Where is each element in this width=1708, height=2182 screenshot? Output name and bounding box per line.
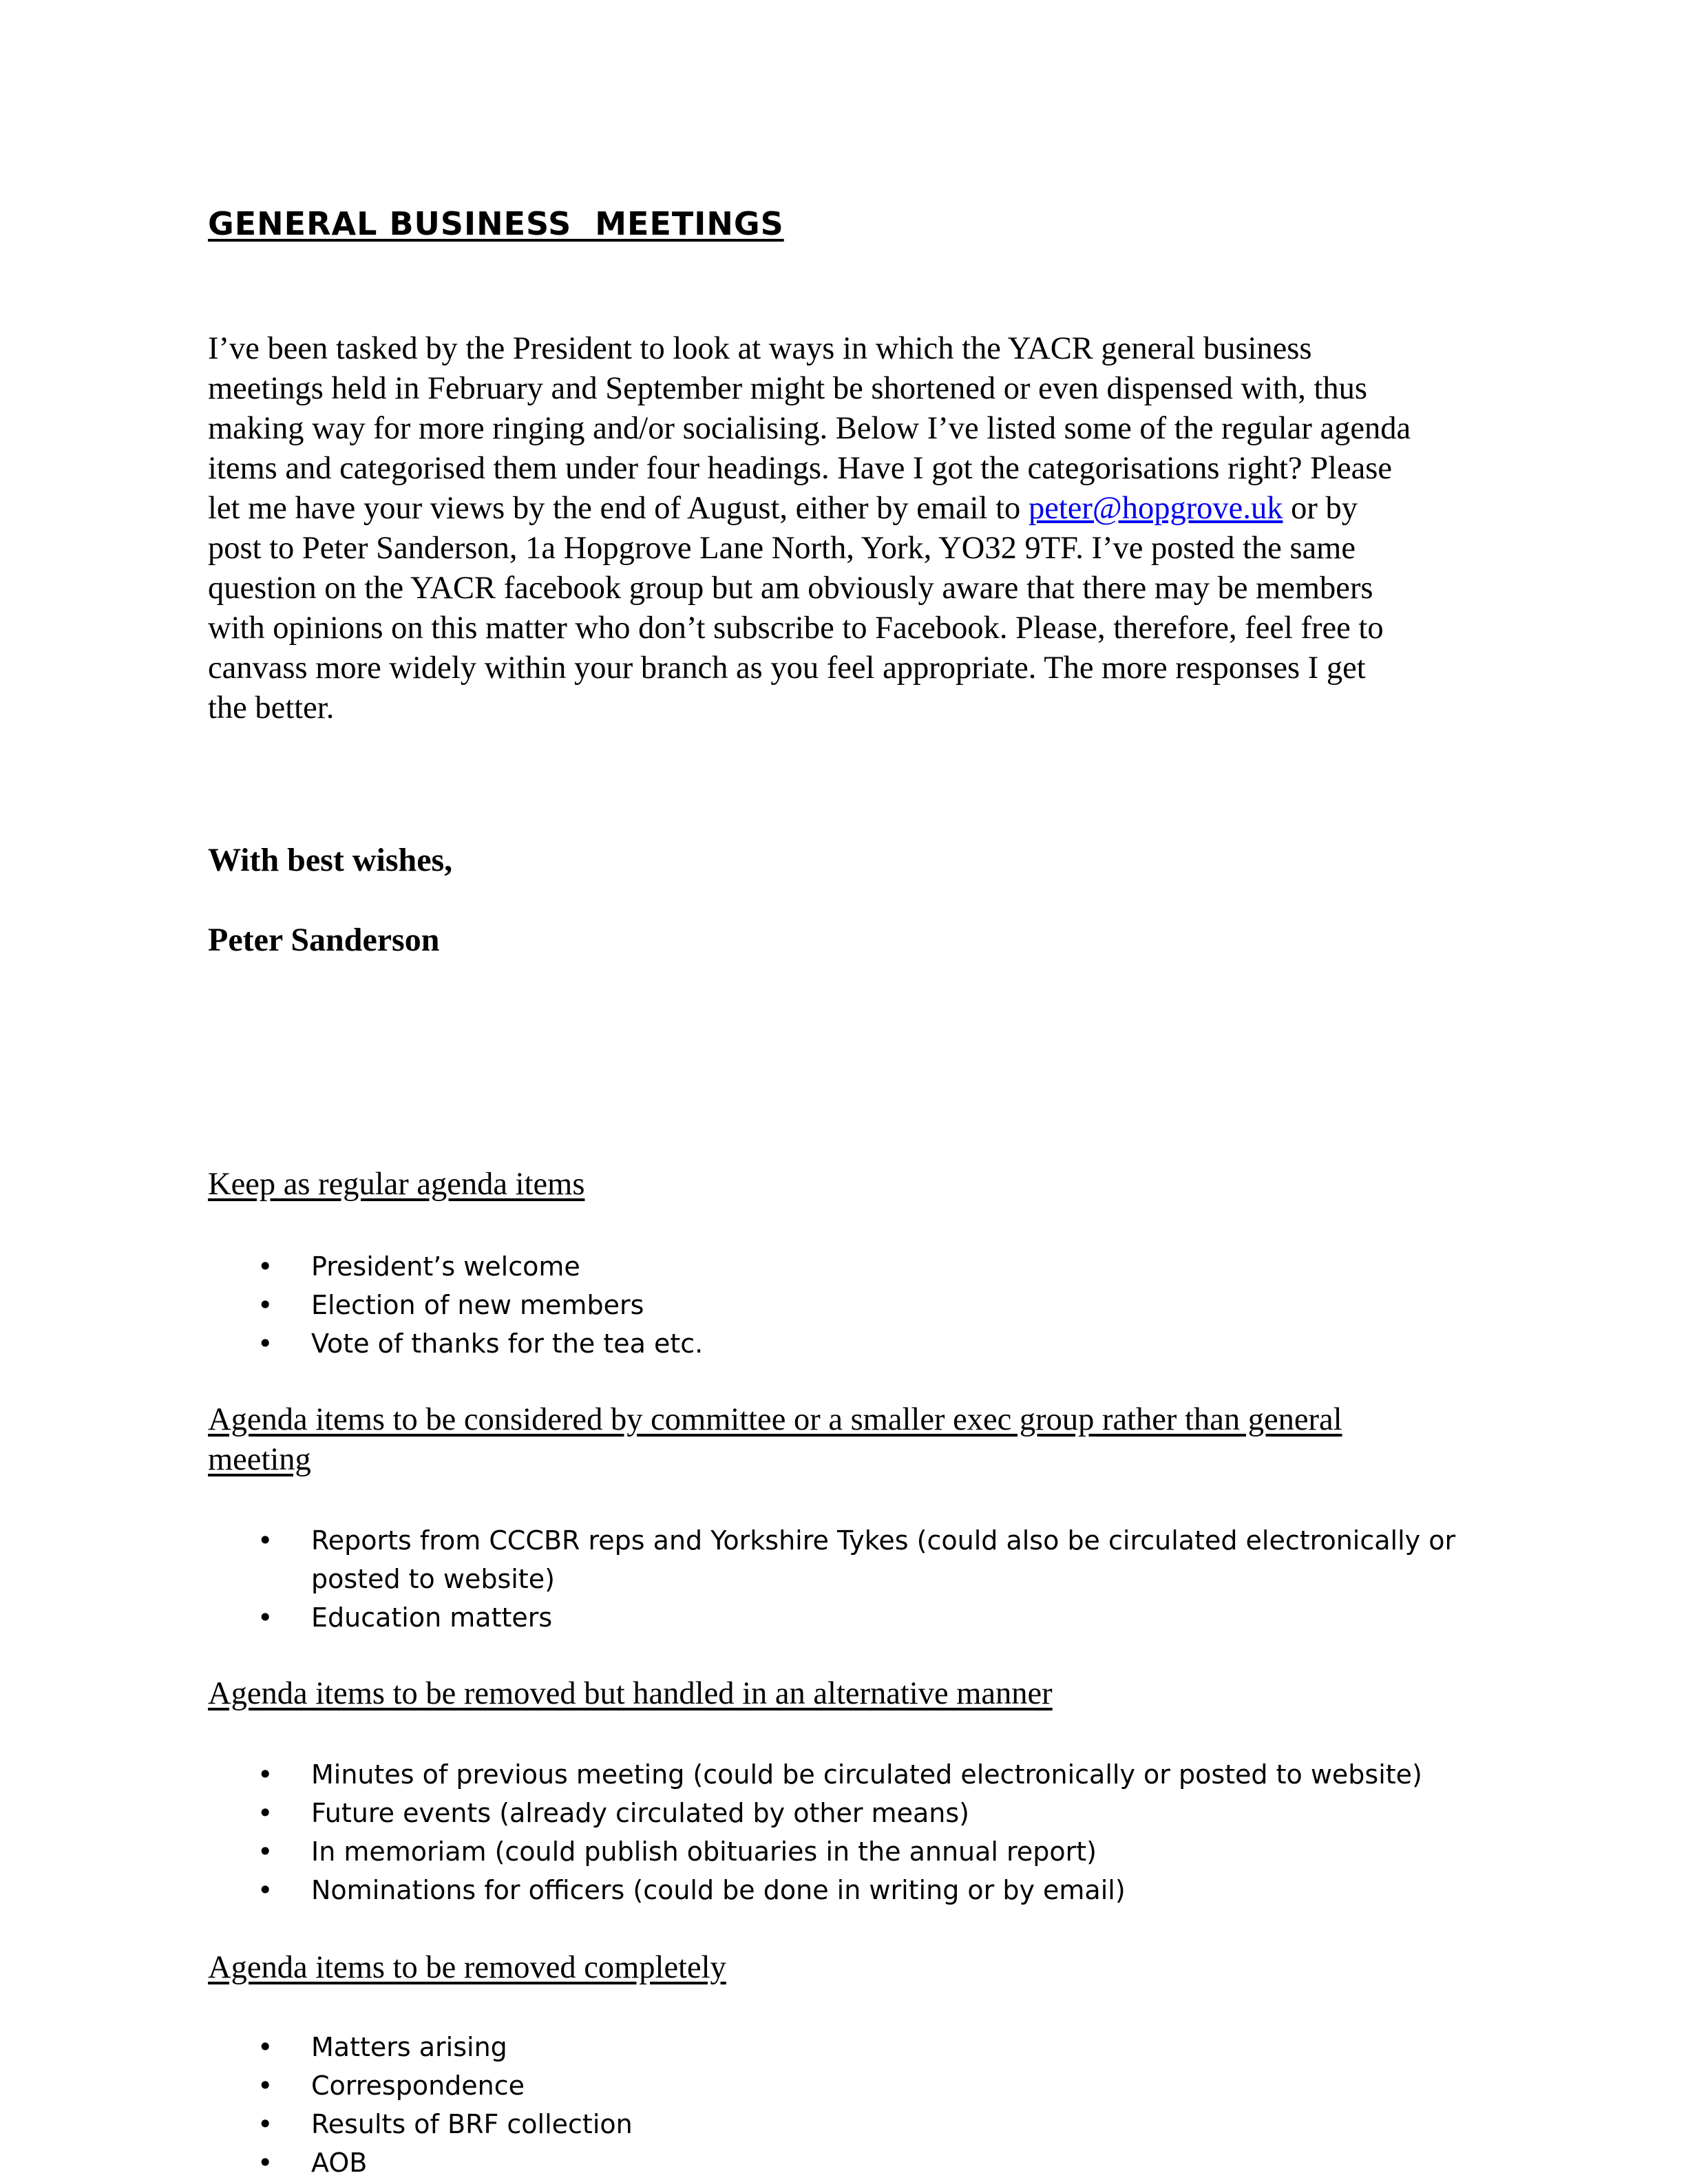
list-item-text: • Matters arising	[311, 2032, 507, 2062]
list-item-text: • Results of BRF collection	[311, 2109, 633, 2139]
list-item-text: • Minutes of previous meeting (could be circulated electronically or posted to website)	[311, 1759, 1422, 1790]
list-item	[208, 1794, 1422, 1832]
list-item	[208, 1286, 703, 1324]
list-item	[208, 1324, 703, 1363]
list-item	[208, 1521, 1455, 1598]
intro-line: the better.	[208, 690, 335, 725]
intro-line: with opinions on this matter who don’t subscribe to Facebook. Please, therefore, feel free to	[208, 611, 1384, 646]
intro-line: items and categorised them under four headings. Have I got the categorisations right? Please	[208, 451, 1392, 486]
section-heading	[208, 1165, 584, 1205]
list-item-text: • Nominations for officers (could be done in writing or by email)	[311, 1875, 1126, 1905]
list-item-text: • AOB	[311, 2148, 368, 2178]
intro-line: making way for more ringing and/or socialising. Below I’ve listed some of the regular agenda	[208, 411, 1411, 446]
list-item-text: posted to website)	[311, 1564, 555, 1594]
list-item-text: • Reports from CCCBR reps and Yorkshire Tykes (could also be circulated electronically or	[311, 1525, 1456, 1556]
list-item-text: • Vote of thanks for the tea etc.	[311, 1328, 704, 1359]
intro-line: meetings held in February and September might be shortened or even dispensed with, thus	[208, 371, 1367, 406]
page-title: GENERAL BUSINESS MEETINGS	[208, 205, 784, 242]
section-heading	[208, 1674, 1053, 1714]
section-heading-line: Agenda items to be considered by committee or a smaller exec group rather than general	[208, 1402, 1342, 1437]
intro-line: question on the YACR facebook group but am obviously aware that there may be members	[208, 571, 1373, 606]
list-item-text: • Future events (already circulated by other means)	[311, 1798, 969, 1828]
list-item	[208, 2143, 633, 2182]
list-item	[208, 1832, 1422, 1871]
section-list	[208, 1247, 703, 1363]
list-item-text: • In memoriam (could publish obituaries in the annual report)	[311, 1836, 1097, 1867]
intro-paragraph	[208, 329, 1516, 728]
list-item	[208, 2105, 633, 2143]
section-heading-line: Agenda items to be removed but handled in an alternative manner	[208, 1676, 1053, 1711]
section-heading-line: Keep as regular agenda items	[208, 1167, 585, 1202]
list-item	[208, 2066, 633, 2105]
intro-line: post to Peter Sanderson, 1a Hopgrove Lane North, York, YO32 9TF. I’ve posted the same	[208, 531, 1356, 566]
signature-name: Peter Sanderson	[208, 922, 440, 958]
section-heading	[208, 1400, 1342, 1480]
section-list	[208, 1521, 1455, 1637]
section-list	[208, 1755, 1422, 1909]
intro-line: I’ve been tasked by the President to look at ways in which the YACR general business	[208, 331, 1312, 366]
list-item	[208, 1598, 1455, 1637]
list-item	[208, 2028, 633, 2066]
closing-text: With best wishes,	[208, 842, 453, 878]
section-heading-line: meeting	[208, 1442, 311, 1477]
list-item-text: • President’s welcome	[311, 1251, 580, 1282]
intro-line-email	[208, 489, 1516, 529]
list-item	[208, 1871, 1422, 1909]
intro-email-after: or by	[1283, 491, 1358, 526]
intro-email-before: let me have your views by the end of August, either by email to	[208, 491, 1029, 526]
section-heading-line: Agenda items to be removed completely	[208, 1950, 726, 1985]
list-item-text: • Election of new members	[311, 1290, 644, 1320]
intro-line: canvass more widely within your branch as you feel appropriate. The more responses I get	[208, 650, 1366, 686]
email-link[interactable]: peter@hopgrove.uk	[1028, 491, 1283, 526]
list-item	[208, 1755, 1422, 1794]
list-item	[208, 1247, 703, 1286]
list-item-text: • Education matters	[311, 1602, 553, 1633]
section-heading	[208, 1948, 726, 1988]
section-list	[208, 2028, 633, 2182]
list-item-text: • Correspondence	[311, 2070, 525, 2101]
